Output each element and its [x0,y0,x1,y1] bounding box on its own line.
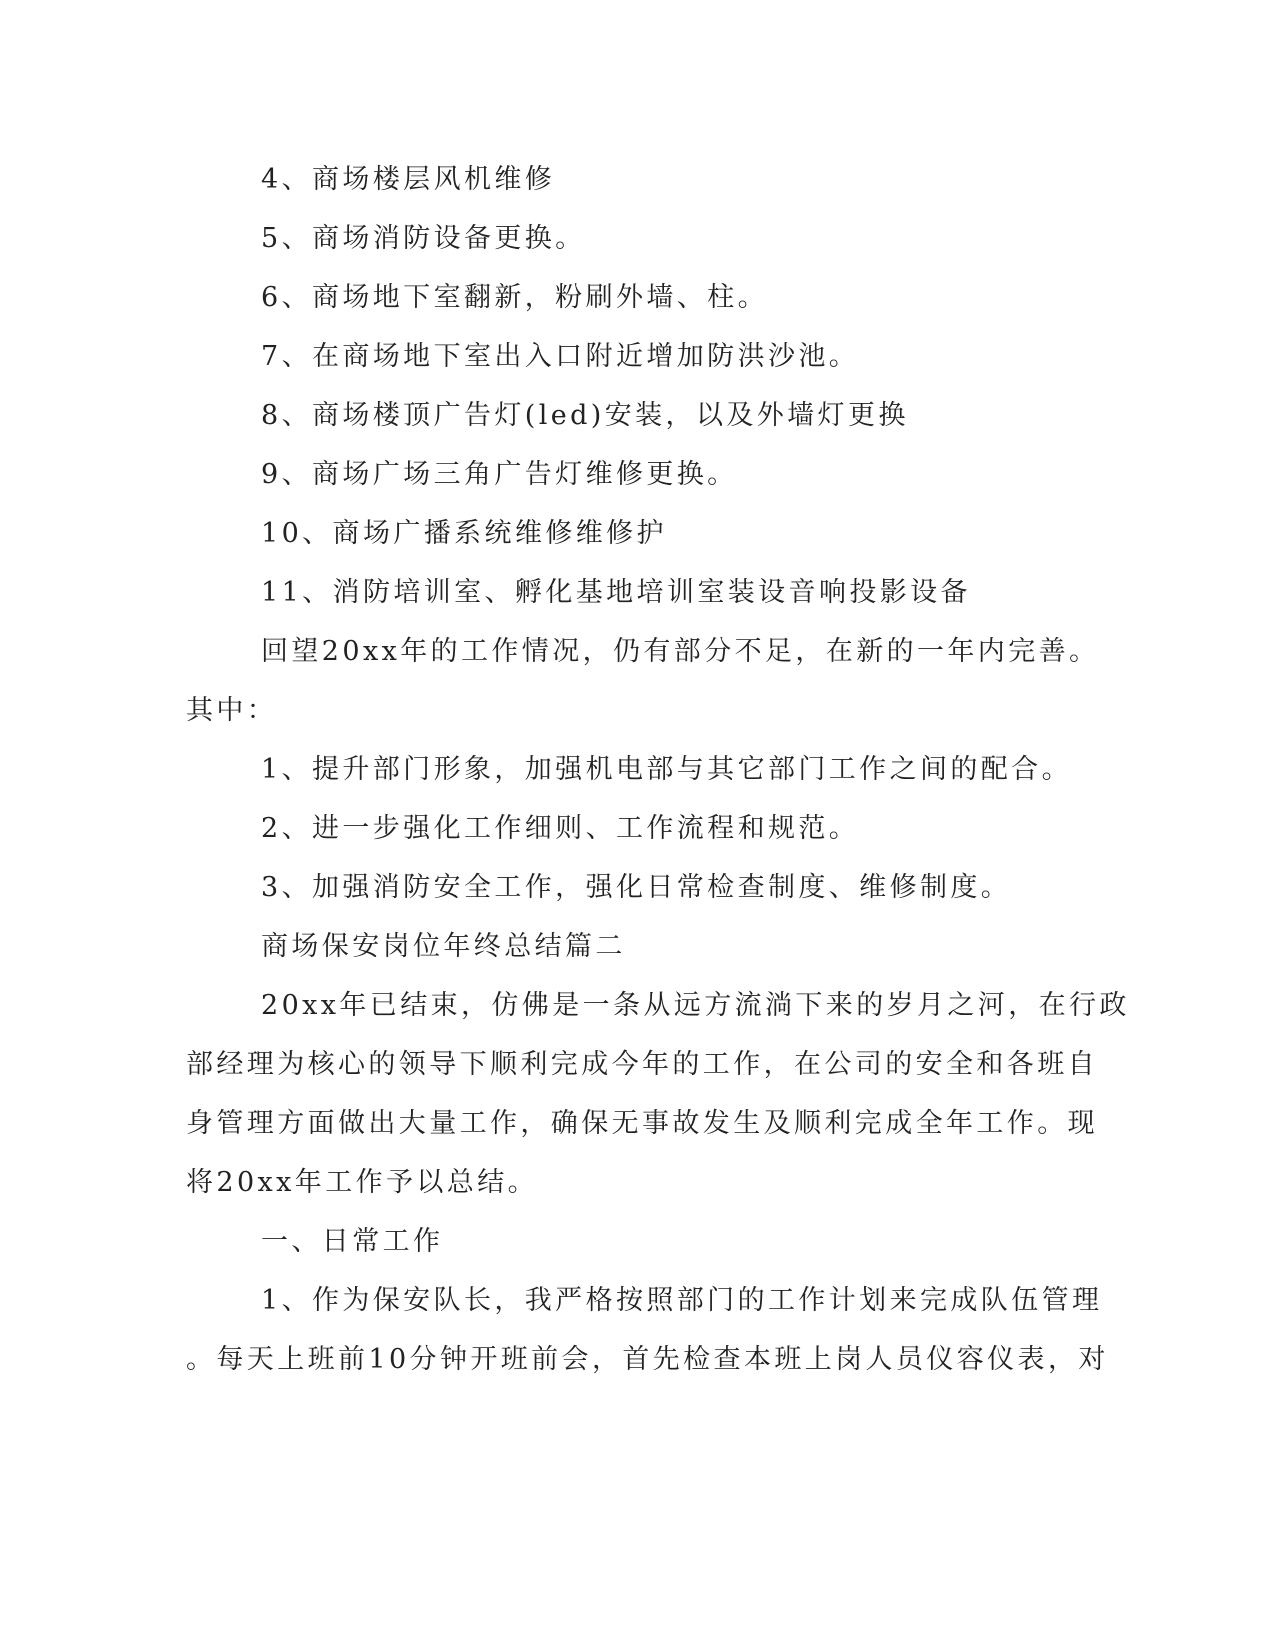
paragraph-line: 身管理方面做出大量工作，确保无事故发生及顺利完成全年工作。现 [186,1108,1098,1139]
paragraph-line: 其中： [186,695,278,726]
list-item: 7、在商场地下室出入口附近增加防洪沙池。 [261,341,860,372]
paragraph-line: 1、作为保安队长，我严格按照部门的工作计划来完成队伍管理 [261,1285,1103,1316]
list-item: 1、提升部门形象，加强机电部与其它部门工作之间的配合。 [261,754,1072,785]
list-item: 9、商场广场三角广告灯维修更换。 [261,459,738,490]
list-item: 5、商场消防设备更换。 [261,223,586,254]
list-item: 8、商场楼顶广告灯(led)安装，以及外墙灯更换 [261,400,909,431]
paragraph-line: 将20xx年工作予以总结。 [186,1167,539,1198]
section-heading: 一、日常工作 [261,1226,444,1257]
section-heading: 商场保安岗位年终总结篇二 [261,931,626,962]
list-item: 6、商场地下室翻新，粉刷外墙、柱。 [261,282,768,313]
paragraph-line: 回望20xx年的工作情况，仍有部分不足，在新的一年内完善。 [261,636,1100,667]
list-item: 4、商场楼层风机维修 [261,164,556,195]
paragraph-line: 20xx年已结束，仿佛是一条从远方流淌下来的岁月之河，在行政 [261,990,1130,1021]
list-item: 10、商场广播系统维修维修护 [261,518,667,549]
paragraph-line: 。每天上班前10分钟开班前会，首先检查本班上岗人员仪容仪表，对 [186,1344,1109,1375]
list-item: 11、消防培训室、孵化基地培训室装设音响投影设备 [261,577,971,608]
paragraph-line: 部经理为核心的领导下顺利完成今年的工作，在公司的安全和各班自 [186,1049,1098,1080]
list-item: 3、加强消防安全工作，强化日常检查制度、维修制度。 [261,872,1012,903]
list-item: 2、进一步强化工作细则、工作流程和规范。 [261,813,860,844]
